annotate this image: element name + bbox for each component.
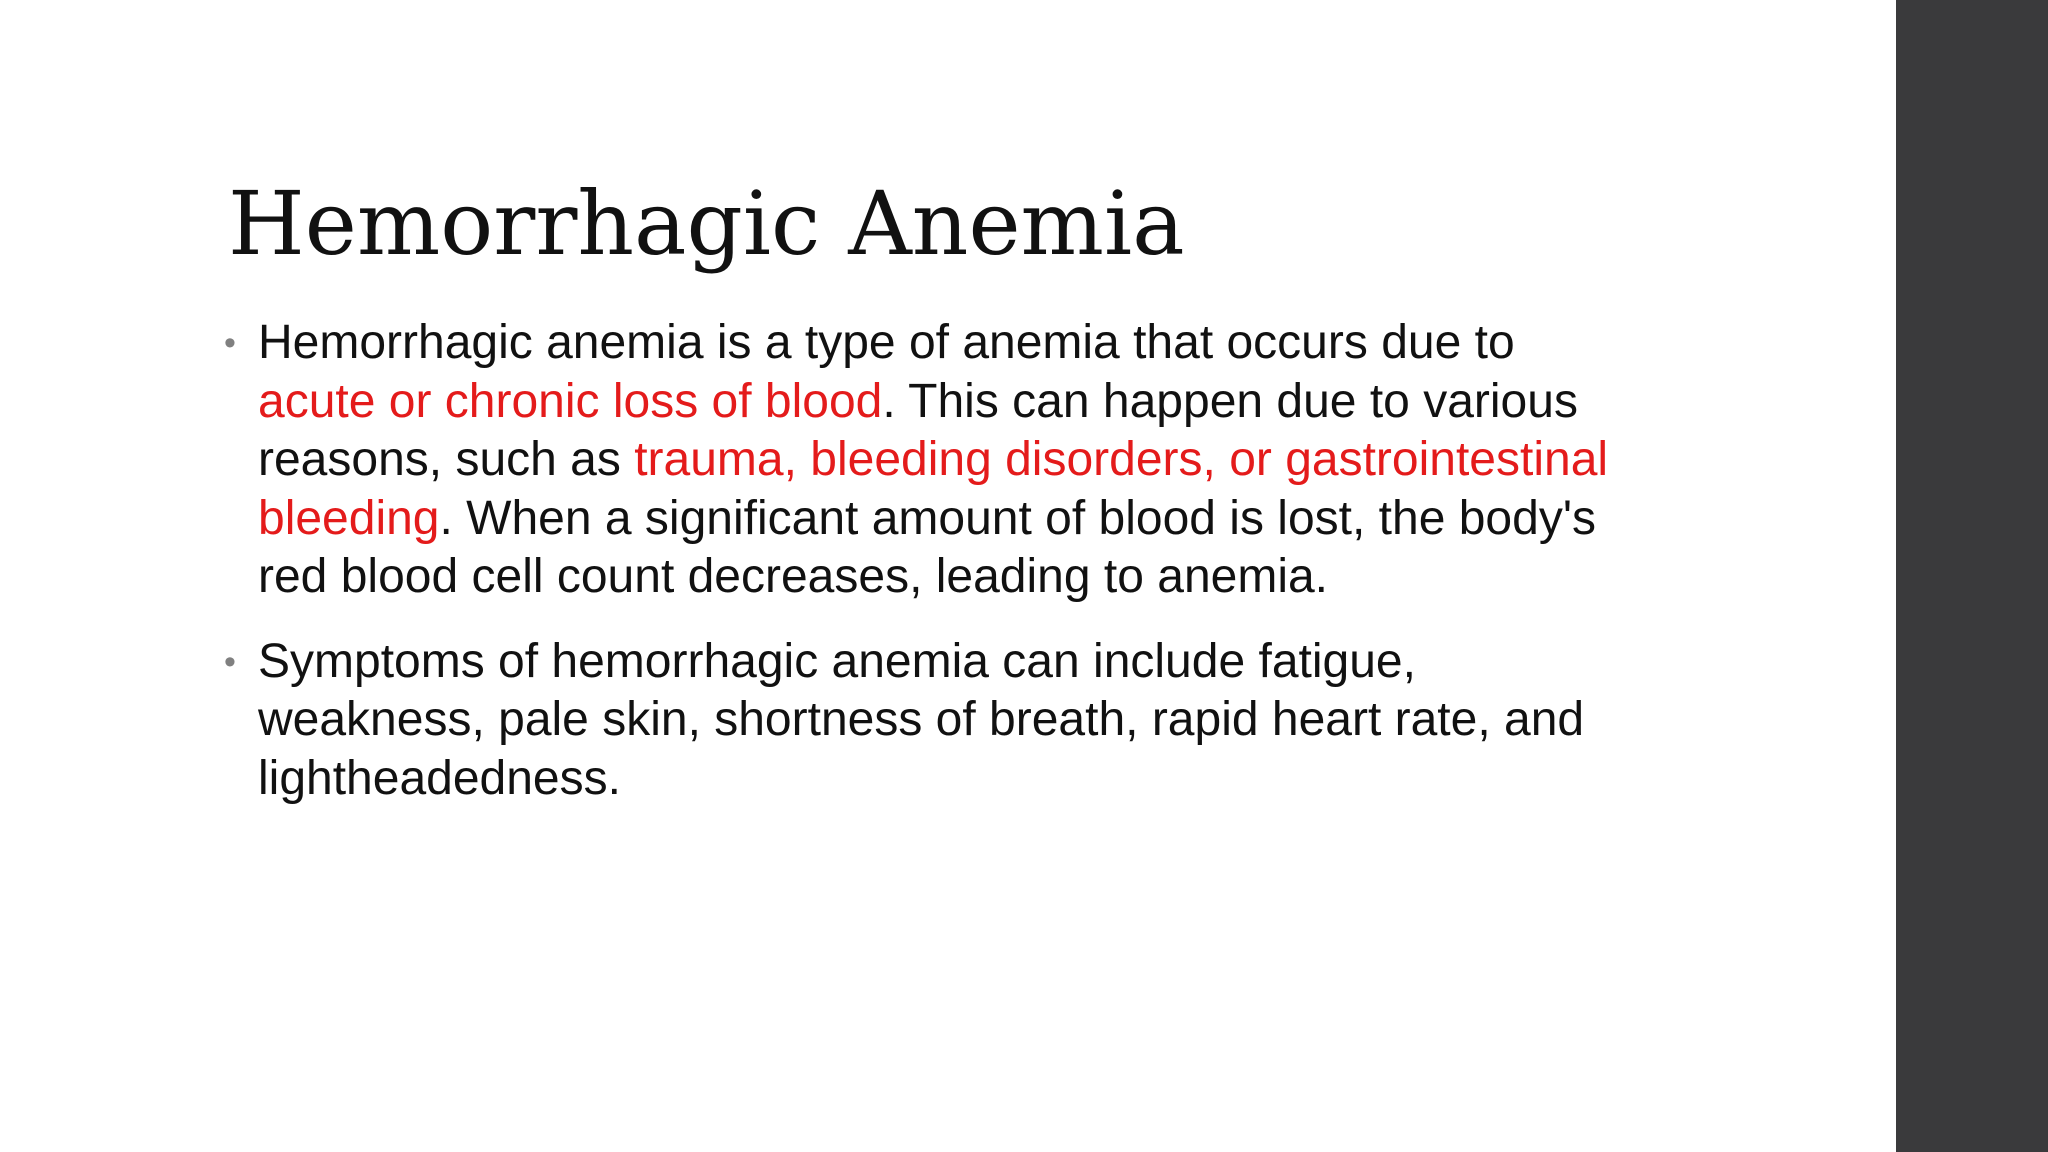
bullet-text-segment: Symptoms of hemorrhagic anemia can include fatigue, weakness, pale skin, shortness of breath, rapid heart rate, and lightheadedness. [258, 634, 1585, 805]
bullet-item-1 [222, 314, 1642, 607]
highlighted-text-segment: acute or chronic loss of blood [258, 374, 883, 428]
bullet-marker-icon: • [224, 642, 236, 681]
bullet-list [222, 314, 1642, 834]
highlighted-text-segment: trauma, bleeding disorders, or gastrointestinal bleeding [258, 433, 1609, 545]
bullet-text-segment: . When a significant amount of blood is lost, the body's red blood cell count decreases, leading to anemia. [258, 491, 1596, 603]
bullet-text-segment: . This can happen due to various reasons, such as [258, 374, 1578, 486]
side-accent-bar [1896, 0, 2048, 1152]
bullet-marker-icon: • [224, 324, 236, 362]
bullet-item-2 [222, 633, 1642, 809]
slide-title: Hemorrhagic Anemia [228, 172, 1185, 275]
bullet-text-segment: Hemorrhagic anemia is a type of anemia that occurs due to [258, 316, 1515, 369]
